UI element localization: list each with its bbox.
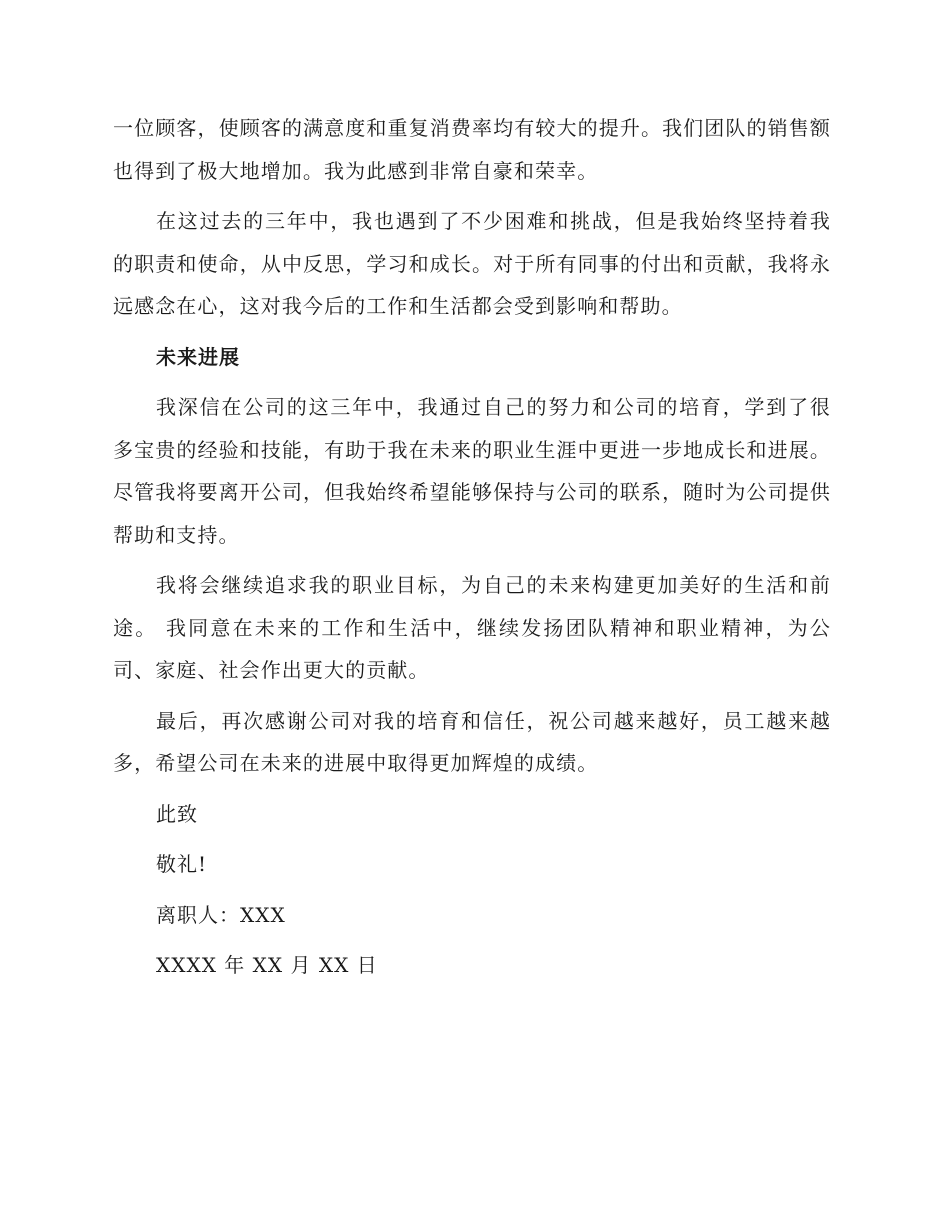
signature-date: XXXX 年 XX 月 XX 日 bbox=[156, 953, 378, 977]
paragraph-final-thanks: 最后，再次感谢公司对我的培育和信任，祝公司越来越好，员工越来越多，希望公司在未来的进展中取得更加辉煌的成绩。 bbox=[113, 708, 831, 775]
paragraph-career-goals: 我将会继续追求我的职业目标，为自己的未来构建更加美好的生活和前途。 我同意在未来的工作和生活中，继续发扬团队精神和职业精神，为公司、家庭、社会作出更大的贡献。 bbox=[113, 573, 831, 682]
paragraph-growth: 我深信在公司的这三年中，我通过自己的努力和公司的培育，学到了很多宝贵的经验和技能，有助于我在未来的职业生涯中更进一步地成长和进展。尽管我将要离开公司，但我始终希望能够保持与公司的联系，随时为公司提供帮助和支持。 bbox=[113, 395, 831, 547]
paragraph-challenges: 在这过去的三年中，我也遇到了不少困难和挑战，但是我始终坚持着我的职责和使命，从中反思，学习和成长。对于所有同事的付出和贡献，我将永远感念在心，这对我今后的工作和生活都会受到影响和帮助。 bbox=[113, 209, 831, 318]
paragraph-customer-satisfaction: 一位顾客，使顾客的满意度和重复消费率均有较大的提升。我们团队的销售额也得到了极大地增加。我为此感到非常自豪和荣幸。 bbox=[113, 116, 831, 183]
signer-name: 离职人：XXX bbox=[156, 902, 286, 927]
document-body bbox=[113, 107, 831, 987]
section-heading-future: 未来进展 bbox=[156, 344, 240, 369]
closing-regards: 敬礼! bbox=[156, 852, 208, 876]
closing-salutation: 此致 bbox=[156, 801, 198, 826]
